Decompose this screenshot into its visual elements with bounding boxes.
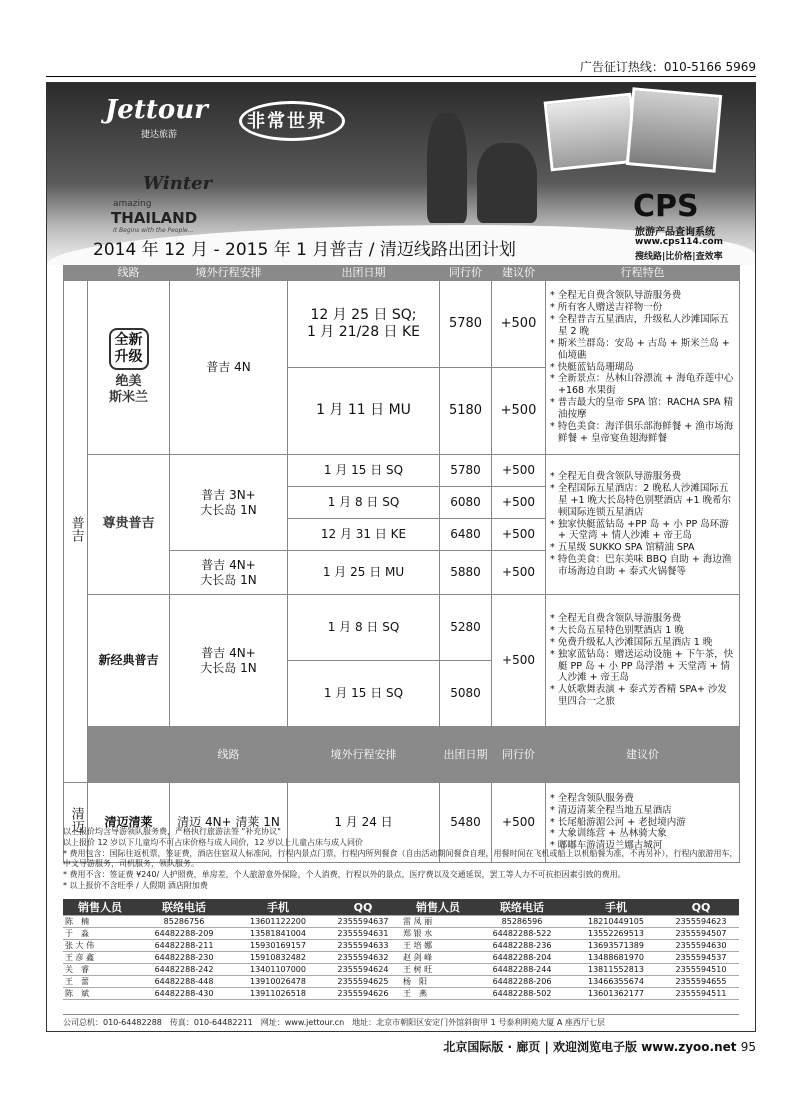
suggested-price: +500 [492, 551, 546, 595]
sales-qq: 2355594633 [325, 940, 401, 952]
feature-item: * 清迈清莱全程当地五星酒店 [550, 804, 672, 816]
sales-qq: 2355594637 [325, 916, 401, 928]
itinerary-cell: 普吉 4N+ 大长岛 1N [170, 595, 288, 727]
departure-date: 12 月 25 日 SQ; 1 月 21/28 日 KE [288, 281, 440, 368]
feature-item: * 全程无自费含领队导游服务费 [550, 290, 682, 302]
header-suggest: 建议价 [546, 727, 740, 783]
sales-name: 陈 楠 [63, 916, 137, 928]
table-row [63, 988, 739, 1000]
feature-item: * 长尾船游湄公河 + 老挝境内游 [550, 816, 686, 828]
features-cell [546, 281, 740, 455]
sales-qq: 2355594632 [325, 952, 401, 964]
header-side [64, 266, 88, 281]
sales-qq: 2355594625 [325, 976, 401, 988]
sales-mobile: 13601362177 [569, 988, 663, 1000]
departure-date: 1 月 8 日 SQ [288, 487, 440, 519]
sales-phone: 64482288-204 [475, 952, 569, 964]
sales-name: 王 燕 [401, 988, 475, 1000]
feature-item: * 大长岛五星特色别墅酒店 1 晚 [550, 624, 684, 636]
table-row [63, 952, 739, 964]
header-price: 同行价 [492, 727, 546, 783]
footer-text: 北京国际版 · 廊页 | 欢迎浏览电子版 www.zyoo.net [443, 1040, 737, 1054]
sales-header: 手机 [569, 899, 663, 916]
jettour-logo: Jettour [105, 95, 208, 125]
sales-name: 张 大 伟 [63, 940, 137, 952]
header-route: 线路 [88, 266, 170, 281]
beach-photo [544, 93, 639, 172]
suggested-price: +500 [492, 281, 546, 368]
route-name: 绝美 [115, 374, 142, 390]
winter-title: Winter [143, 173, 213, 194]
sales-name: 雷 凤 丽 [401, 916, 475, 928]
karst-rock-image [427, 113, 467, 223]
company-info: 公司总机：010-64482288 传真：010-64482211 网址：www.jettour.cn 地址：北京市朝阳区安定门外馆斜街甲 1 号泰利明苑大厦 A 座西厅七层 [63, 1014, 739, 1028]
peer-price: 5080 [440, 661, 492, 727]
header-suggest: 建议价 [492, 266, 546, 281]
itinerary-cell: 清迈 4N+ 清莱 1N [170, 783, 288, 863]
sales-mobile: 13910026478 [231, 976, 325, 988]
features-cell [546, 595, 740, 727]
sales-phone: 85286756 [137, 916, 231, 928]
sales-name: 杨 阳 [401, 976, 475, 988]
thailand-logo: THAILAND [111, 209, 198, 227]
departure-date: 1 月 8 日 SQ [288, 595, 440, 661]
note-line: * 费用包含：国际往返机票，签证费，酒店住宿双人标准间，行程内景点门票，行程内所列餐食（自由活动期间餐食自理，用餐时间在飞机或船上以机船餐为准，不再另补），行程内旅游用车，中文导游服务，司机服务，领队服务。 [63, 848, 738, 869]
side-label: 普吉 [68, 515, 84, 542]
sales-name: 郑 银 水 [401, 928, 475, 940]
thailand-slogan: It Begins with the People... [113, 227, 194, 234]
feature-item: * 普吉最大的皇帝 SPA 馆：RACHA SPA 精油按摩 [550, 397, 733, 421]
sales-phone: 64482288-236 [475, 940, 569, 952]
table-row [63, 976, 739, 988]
peer-price: 5880 [440, 551, 492, 595]
feature-item: * 全新景点：丛林山谷漂流 + 海龟乔莲中心 +168 水果街 [550, 373, 734, 397]
sales-qq: 2355594631 [325, 928, 401, 940]
sales-phone: 64482288-448 [137, 976, 231, 988]
sales-qq: 2355594623 [663, 916, 739, 928]
cps-tagline: 旅游产品查询系统 [635, 227, 715, 238]
sales-phone: 64482288-242 [137, 964, 231, 976]
feature-item: * 斯米兰群岛：安岛 + 古岛 + 斯米兰岛 + 仙境礁 [550, 337, 730, 361]
sales-qq: 2355594510 [663, 964, 739, 976]
ad-hotline: 广告征订热线：010-5166 5969 [579, 60, 756, 74]
suggested-price: +500 [492, 783, 546, 863]
banner [47, 83, 755, 265]
table-header-row [64, 727, 740, 783]
amazing-label: amazing [113, 199, 152, 209]
sales-header-row [63, 899, 739, 916]
features-cell [546, 455, 740, 595]
feature-item: * 嘟嘟车游清迈兰娜古城河 [550, 840, 663, 852]
sales-name: 陈 斌 [63, 988, 137, 1000]
peer-price: 5780 [440, 281, 492, 368]
plan-title: 2014 年 12 月 - 2015 年 1 月普吉 / 清迈线路出团计划 [93, 240, 516, 260]
sales-phone: 64482288-206 [475, 976, 569, 988]
sales-qq: 2355594537 [663, 952, 739, 964]
suggested-price: +500 [492, 519, 546, 551]
sales-contact-table [63, 899, 739, 1000]
departure-date: 1 月 11 日 MU [288, 368, 440, 455]
new-upgrade-badge: 全新 升级 [109, 328, 149, 370]
feature-item: * 全程无自费含领队导游服务费 [550, 613, 682, 624]
page-number: 95 [740, 1040, 756, 1054]
sales-qq: 2355594655 [663, 976, 739, 988]
table-header-row [64, 266, 740, 281]
suggested-price: +500 [492, 455, 546, 487]
sales-name: 王 树 旺 [401, 964, 475, 976]
sales-phone: 85286596 [475, 916, 569, 928]
sales-qq: 2355594630 [663, 940, 739, 952]
route-name: 新经典普吉 [88, 595, 170, 727]
sales-mobile: 13811552813 [569, 964, 663, 976]
sales-mobile: 13488681970 [569, 952, 663, 964]
note-line: * 费用不含：签证费 ¥240/ 人护照费，单房差，个人旅游意外保险，个人消费，行程以外的景点，医疗费以及交通延误，罢工等人力不可抗拒因素引致的费用。 [63, 870, 626, 880]
sales-mobile: 13911026518 [231, 988, 325, 1000]
sales-phone: 64482288-244 [475, 964, 569, 976]
itinerary-cell: 普吉 4N [170, 281, 288, 455]
itinerary-cell: 普吉 4N+ 大长岛 1N [170, 551, 288, 595]
route-name: 清迈清莱 [88, 783, 170, 863]
sales-mobile: 15930169157 [231, 940, 325, 952]
departure-date: 12 月 31 日 KE [288, 519, 440, 551]
note-line: 以上报价 12 岁以下儿童均不可占床价格与成人同价，12 岁以上儿童占床与成人同价 [63, 837, 363, 847]
sales-phone: 64482288-430 [137, 988, 231, 1000]
table-row [64, 595, 740, 661]
route-name: 斯米兰 [108, 390, 148, 406]
table-row [64, 281, 740, 368]
sales-name: 王 蕾 [63, 976, 137, 988]
feature-item: * 独家蓝钻岛：赠送运动设施 + 下午茶，快艇 PP 岛 + 小 PP 岛浮潜 + 天堂湾 + 情人沙滩 + 帝王岛 [550, 648, 734, 684]
sales-header: 联络电话 [137, 899, 231, 916]
suggested-price: +500 [492, 487, 546, 519]
peer-price: 5480 [440, 783, 492, 863]
sales-mobile: 13401107000 [231, 964, 325, 976]
sales-name: 赵 剑 峰 [401, 952, 475, 964]
cps-slogan: 搜线路|比价格|查效率 [635, 252, 723, 262]
sales-header: QQ [663, 899, 739, 916]
sales-phone: 64482288-230 [137, 952, 231, 964]
peer-price: 5780 [440, 455, 492, 487]
route-name: 尊贵普吉 [88, 455, 170, 595]
sales-qq: 2355594511 [663, 988, 739, 1000]
side-label: 清迈 [68, 806, 84, 833]
sales-header: 销售人员 [401, 899, 475, 916]
destination-phuket [64, 281, 88, 783]
feature-item: * 特色美食：海洋俱乐部海鲜餐 + 渔市场海鲜餐 + 皇帝宴鱼翅海鲜餐 [550, 420, 734, 444]
feature-item: * 免费升级私人沙滩国际五星酒店 1 晚 [550, 636, 713, 648]
header-date: 出团日期 [288, 266, 440, 281]
header-route: 线路 [170, 727, 288, 783]
sales-mobile: 13466355674 [569, 976, 663, 988]
route-cell [88, 281, 170, 455]
header-price: 同行价 [440, 266, 492, 281]
sales-mobile: 15910832482 [231, 952, 325, 964]
peer-price: 6480 [440, 519, 492, 551]
sales-phone: 64482288-209 [137, 928, 231, 940]
sales-mobile: 13552269513 [569, 928, 663, 940]
sales-phone: 64482288-211 [137, 940, 231, 952]
advertisement [46, 82, 756, 1032]
sales-qq: 2355594626 [325, 988, 401, 1000]
departure-date: 1 月 15 日 SQ [288, 455, 440, 487]
itinerary-table [63, 265, 740, 863]
note-line: * 以上报价不含旺季 / 人假期 酒店附加费 [63, 880, 208, 890]
feature-item: * 全程普吉五星酒店，升级私人沙滩国际五星 2 晚 [550, 314, 729, 337]
suggested-price: +500 [492, 595, 546, 727]
feature-item: * 五星级 SUKKO SPA 馆精油 SPA [550, 542, 695, 554]
partner-logo: 非常世界 [247, 111, 327, 132]
sales-phone: 64482288-502 [475, 988, 569, 1000]
price-notes [63, 827, 739, 892]
feature-item: * 人妖歌舞表演 + 泰式芳香精 SPA+ 沙发里四合一之旅 [550, 684, 727, 708]
table-row [64, 455, 740, 487]
table-row [63, 940, 739, 952]
itinerary-cell: 普吉 3N+ 大长岛 1N [170, 455, 288, 551]
sales-mobile: 18210449105 [569, 916, 663, 928]
header-rule [46, 76, 756, 77]
feature-item: * 全程含领队服务费 [550, 792, 634, 804]
cps-url: www.cps114.com [635, 237, 724, 247]
sales-header: 联络电话 [475, 899, 569, 916]
feature-item: * 全程无自费含领队导游服务费 [550, 471, 682, 483]
header-date: 出团日期 [440, 727, 492, 783]
suggested-price: +500 [492, 368, 546, 455]
header-side [88, 727, 170, 783]
sales-name: 关 睿 [63, 964, 137, 976]
sales-header: 销售人员 [63, 899, 137, 916]
sales-mobile: 13601122200 [231, 916, 325, 928]
peer-price: 5180 [440, 368, 492, 455]
header-features: 行程特色 [546, 266, 740, 281]
table-row [63, 916, 739, 928]
feature-item: * 大象训练营 + 丛林骑大象 [550, 828, 667, 840]
sales-header: QQ [325, 899, 401, 916]
departure-date: 1 月 25 日 MU [288, 551, 440, 595]
sales-mobile: 13581841004 [231, 928, 325, 940]
sales-name: 王 彦 鑫 [63, 952, 137, 964]
table-row [63, 964, 739, 976]
feature-item: * 独家快艇蓝钻岛 +PP 岛 + 小 PP 岛环游 + 天堂湾 + 情人沙滩 + 帝王岛 [550, 518, 729, 542]
header-itinerary: 境外行程安排 [288, 727, 440, 783]
feature-item: * 特色美食：巴东美味 BBQ 自助 + 海边渔市场海边自助 + 泰式火锅餐等 [550, 554, 732, 578]
departure-date: 1 月 15 日 SQ [288, 661, 440, 727]
sales-qq: 2355594507 [663, 928, 739, 940]
note-line: 以上报价均含导游领队服务费，严格执行旅游法签 "补充协议" [63, 827, 281, 836]
feature-item: * 所有客人赠送吉祥物一份 [550, 302, 663, 314]
sales-name: 王 培 娜 [401, 940, 475, 952]
feature-item: * 快艇蓝钻岛珊瑚岛 [550, 361, 634, 373]
table-row [63, 928, 739, 940]
peer-price: 5280 [440, 595, 492, 661]
page-footer [400, 1038, 756, 1055]
sales-name: 于 淼 [63, 928, 137, 940]
feature-item: * 全程国际五星酒店：2 晚私人沙滩国际五星 +1 晚大长岛特色别墅酒店 +1 晚希尔顿国际连锁五星酒店 [550, 482, 732, 518]
header-itinerary: 境外行程安排 [170, 266, 288, 281]
jettour-subtitle: 捷达旅游 [141, 130, 178, 140]
spa-photo [626, 87, 722, 173]
sales-phone: 64482288-522 [475, 928, 569, 940]
sales-header: 手机 [231, 899, 325, 916]
peer-price: 6080 [440, 487, 492, 519]
karst-rock-image [477, 143, 537, 223]
sales-mobile: 13693571389 [569, 940, 663, 952]
sales-qq: 2355594624 [325, 964, 401, 976]
departure-date: 1 月 24 日 [288, 783, 440, 863]
cps-logo: CPS [633, 189, 699, 224]
